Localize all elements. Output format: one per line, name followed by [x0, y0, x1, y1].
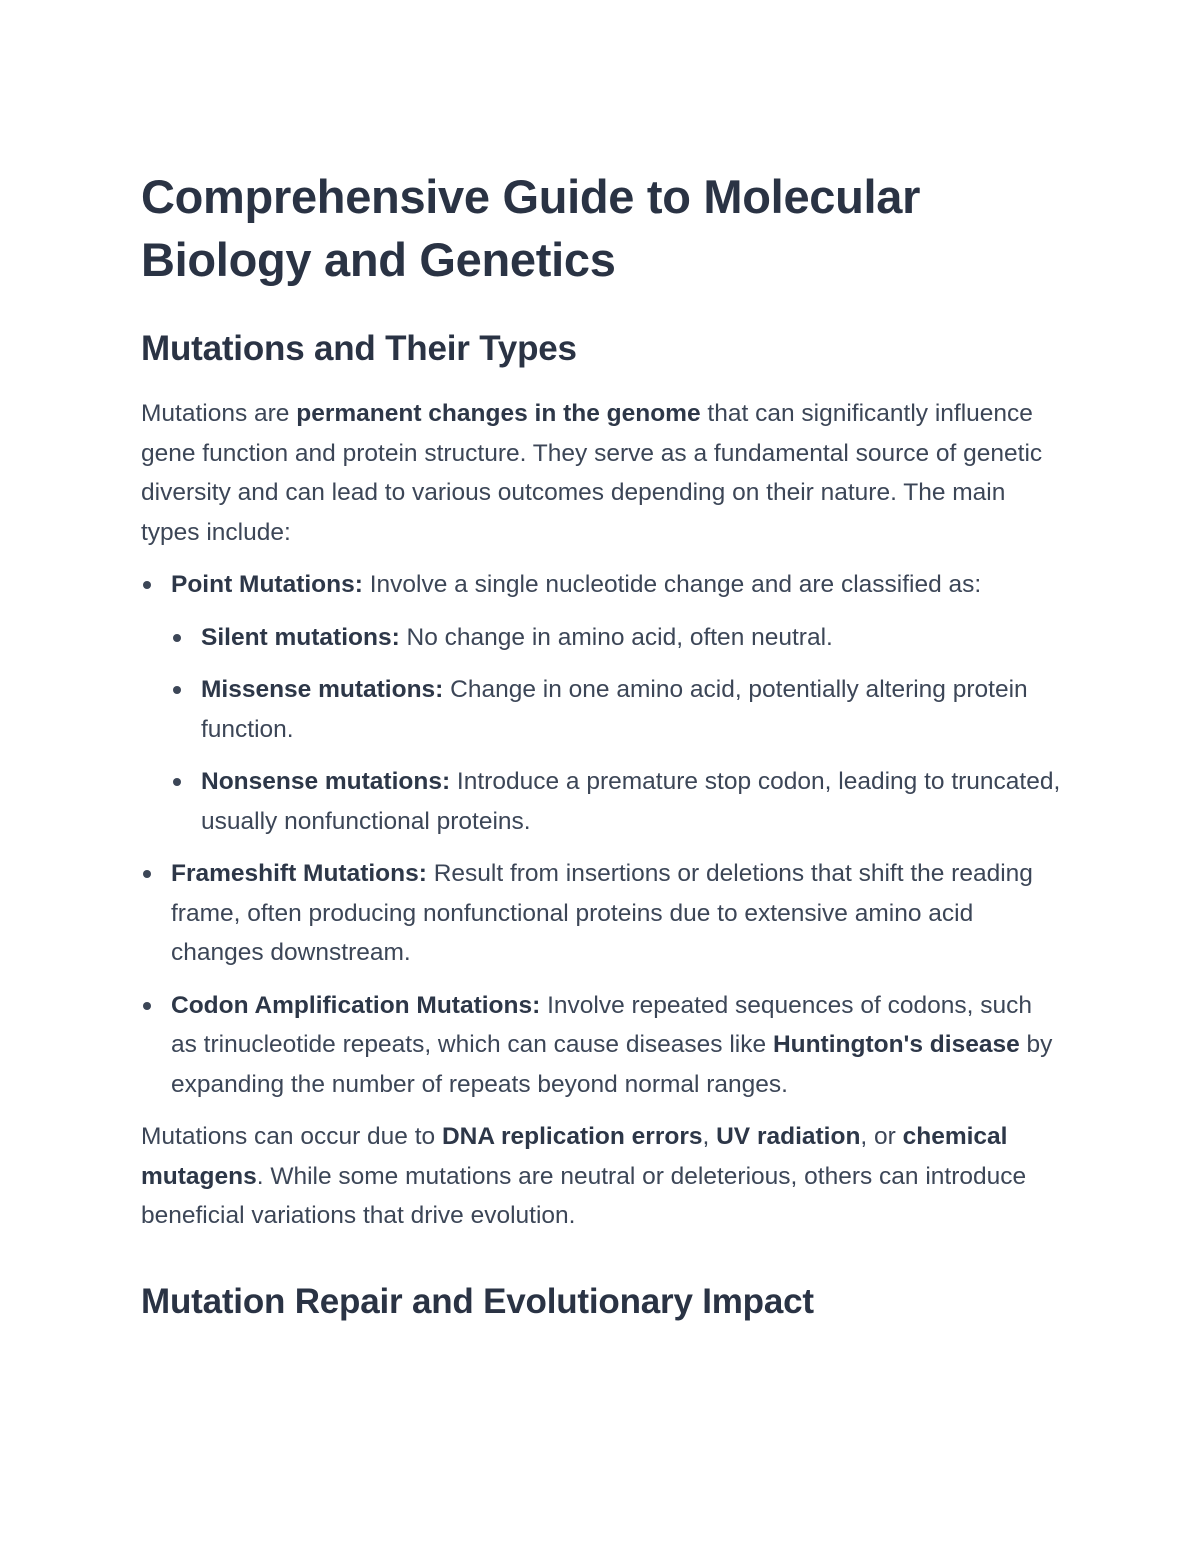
outro-text-2: , [702, 1123, 717, 1150]
intro-bold-1: permanent changes in the genome [296, 400, 701, 427]
outro-text-1: Mutations can occur due to [141, 1123, 442, 1150]
mutation-types-list [141, 565, 1061, 1104]
codon-text-1: Involve repeated sequences of codons, such as trinucleotide repeats, which can cause diseases like [171, 991, 1032, 1058]
intro-text-1: Mutations are [141, 400, 297, 427]
bullet-icon [143, 1002, 151, 1010]
missense-label: Missense mutations: [201, 676, 444, 703]
codon-label: Codon Amplification Mutations: [171, 991, 541, 1019]
bullet-icon [143, 581, 151, 589]
bullet-icon [143, 870, 151, 878]
section-heading-repair: Mutation Repair and Evolutionary Impact [141, 1281, 814, 1321]
document-title: Comprehensive Guide to Molecular Biology and Genetics [141, 170, 921, 286]
bullet-icon [173, 634, 181, 642]
point-mutations-text: Involve a single nucleotide change and are classified as: [362, 571, 982, 598]
list-item-frameshift [141, 854, 1061, 973]
missense-text: Change in one amino acid, potentially altering protein function. [201, 676, 1028, 743]
list-item-point-mutations [141, 565, 1061, 841]
list-item-nonsense [171, 762, 1061, 841]
outro-bold-3: chemical mutagens [141, 1123, 1008, 1190]
bullet-icon [173, 778, 181, 786]
intro-paragraph [141, 394, 1061, 552]
frameshift-label: Frameshift Mutations: [171, 860, 427, 887]
document-page [141, 165, 1061, 1324]
frameshift-text: Result from insertions or deletions that shift the reading frame, often producing nonfunctional proteins due to extensive amino acid changes downstream. [171, 860, 1033, 966]
section-heading-mutations: Mutations and Their Types [141, 329, 577, 368]
point-mutation-subtypes-list [171, 618, 1061, 842]
outro-text-3: , or [860, 1123, 903, 1150]
list-item-silent [171, 618, 1061, 658]
codon-bold-huntington: Huntington's disease [772, 1031, 1020, 1058]
nonsense-label: Nonsense mutations: [201, 768, 451, 795]
intro-text-2: that can significantly influence gene function and protein structure. They serve as a fundamental source of genetic diversity and can lead to various outcomes depending on their nature. The main types include: [141, 400, 1043, 546]
point-mutations-label: Point Mutations: [171, 571, 363, 598]
list-item-codon-amplification [141, 986, 1061, 1105]
bullet-icon [173, 686, 181, 694]
silent-label: Silent mutations: [201, 623, 400, 651]
codon-text-2: by expanding the number of repeats beyond normal ranges. [171, 1031, 1053, 1098]
outro-bold-2: UV radiation [716, 1123, 861, 1150]
outro-paragraph [141, 1117, 1061, 1236]
outro-text-4: . While some mutations are neutral or deleterious, others can introduce beneficial variations that drive evolution. [141, 1162, 1027, 1229]
silent-text: No change in amino acid, often neutral. [399, 623, 833, 651]
list-item-missense [171, 670, 1061, 749]
outro-bold-1: DNA replication errors [441, 1123, 703, 1150]
nonsense-text: Introduce a premature stop codon, leading to truncated, usually nonfunctional proteins. [201, 768, 1061, 835]
